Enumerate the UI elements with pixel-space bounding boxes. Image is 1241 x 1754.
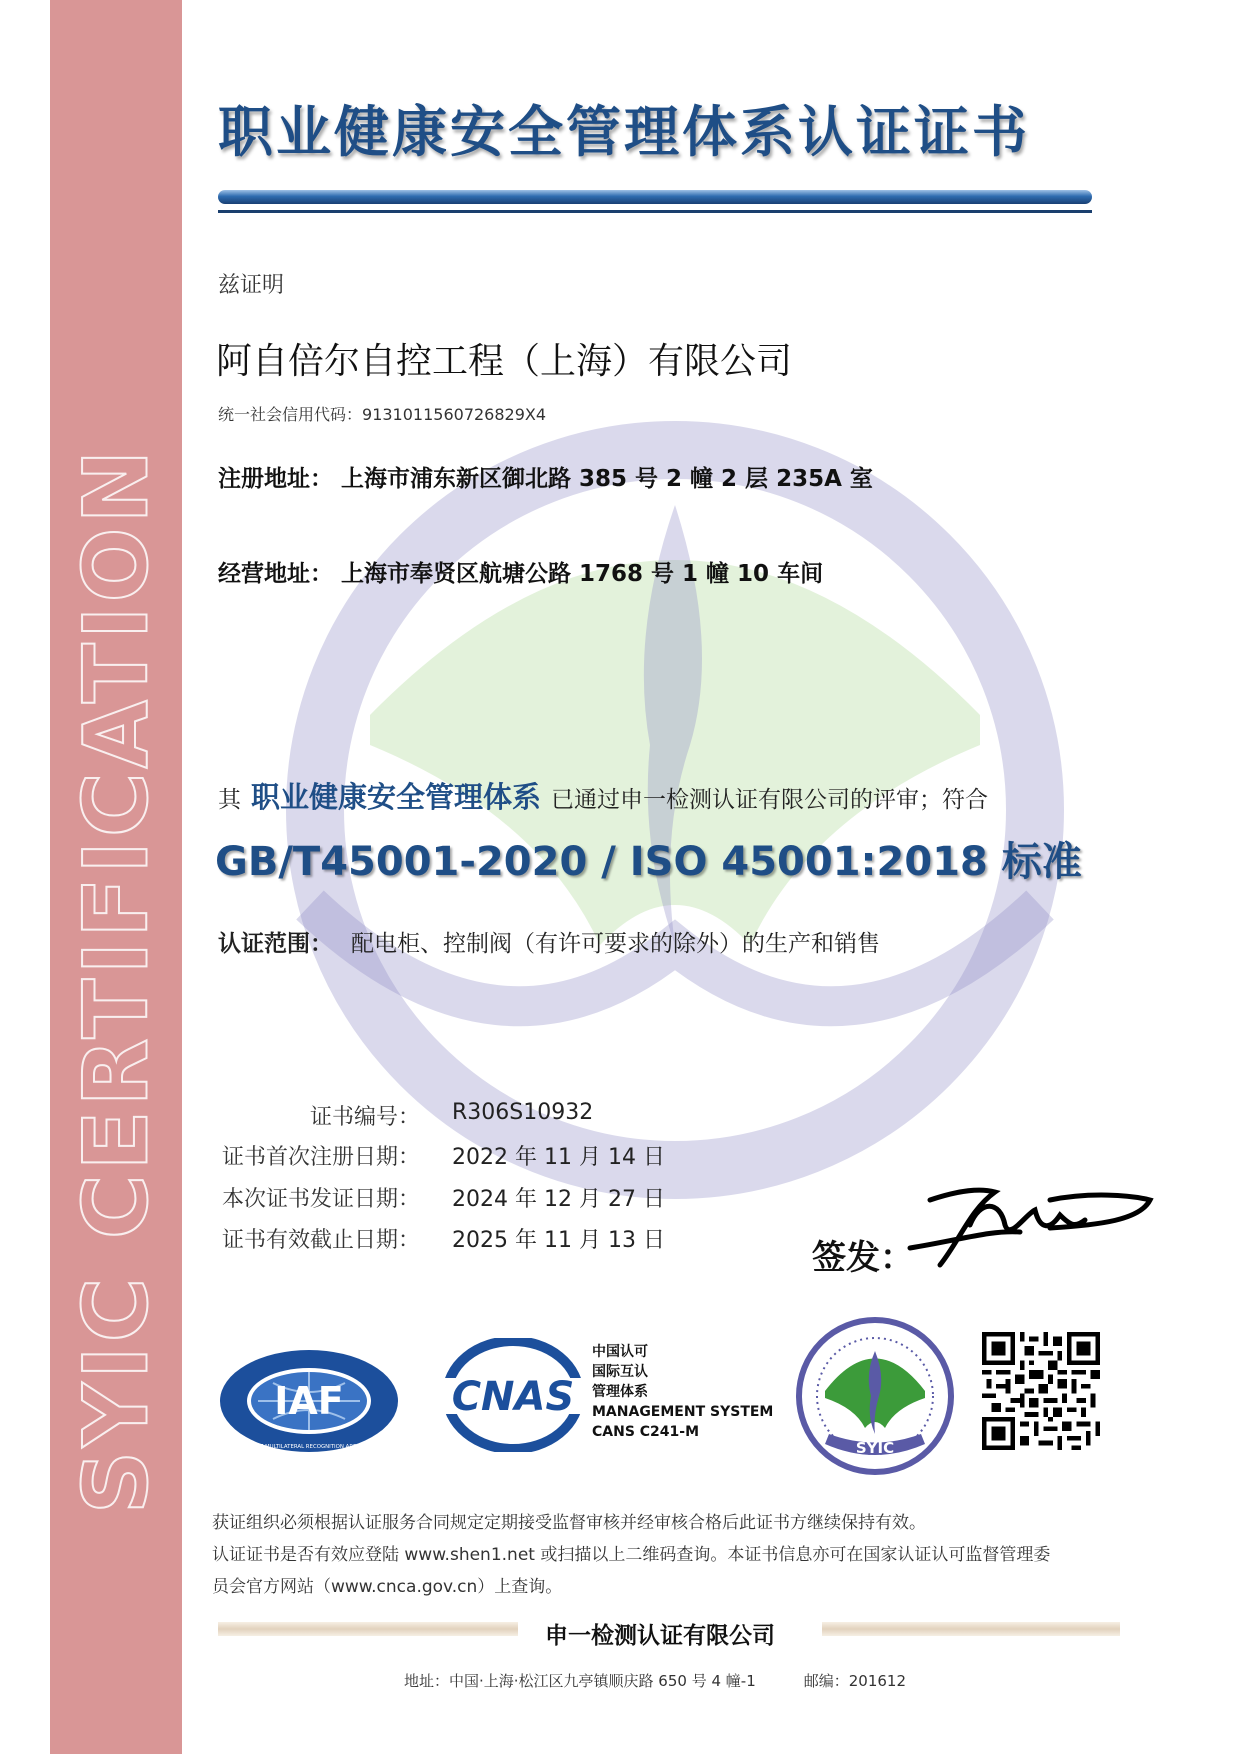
title-rule [218, 190, 1092, 204]
title-rule-thin [218, 210, 1092, 213]
scope-label: 认证范围： [218, 931, 333, 957]
operating-address-label: 经营地址： [218, 561, 333, 587]
cnas-line-4: MANAGEMENT SYSTEM [592, 1404, 774, 1420]
cert-number-value: R306S10932 [452, 1100, 594, 1125]
iaf-logo [218, 1348, 400, 1454]
cnas-line-3: 管理体系 [592, 1384, 648, 1400]
iaf-ring-text: MEMBER OF MULTILATERAL RECOGNITION ARRANGEMENT [230, 1444, 388, 1450]
cnas-mark: CNAS [451, 1374, 575, 1420]
cnas-accreditation-text [592, 1342, 773, 1442]
validity-note: 获证组织必须根据认证服务合同规定定期接受监督审核并经审核合格后此证书方继续保持有效。 [212, 1513, 926, 1533]
first-registration-label: 证书首次注册日期： [221, 1145, 420, 1170]
operating-address-value: 上海市奉贤区航塘公路 1768 号 1 幢 10 车间 [341, 561, 824, 587]
verification-note: 认证证书是否有效应登陆 www.shen1.net 或扫描以上二维码查询。本证书信息亦可在国家认证认可监督管理委 [212, 1545, 1051, 1565]
registered-address-value: 上海市浦东新区御北路 385 号 2 幢 2 层 235A 室 [341, 466, 873, 492]
footer-address [404, 1670, 906, 1691]
sign-label: 签发： [812, 1238, 914, 1278]
syic-logo-text: SYIC [855, 1439, 895, 1457]
statement-prefix: 其 [218, 787, 241, 813]
issuer-name: 申一检测认证有限公司 [545, 1623, 775, 1649]
statement-system: 职业健康安全管理体系 [251, 780, 542, 814]
issue-date-value: 2024 年 12 月 27 日 [452, 1187, 665, 1212]
qr-code[interactable] [982, 1332, 1100, 1450]
credit-code-label: 统一社会信用代码： [218, 405, 363, 424]
standard-text: GB/T45001-2020 / ISO 45001:2018 标准 [215, 839, 1082, 885]
footer-address-text: 地址：中国·上海·松江区九亭镇顺庆路 650 号 4 幢-1 [404, 1672, 756, 1690]
signature [900, 1170, 1160, 1270]
iaf-center-text: IAF [274, 1379, 344, 1423]
credit-code [218, 402, 546, 425]
cnas-line-1: 中国认可 [592, 1344, 648, 1360]
credit-code-value: 9131011560726829X4 [362, 405, 547, 424]
certification-scope [218, 925, 880, 958]
scope-value: 配电柜、控制阀（有许可要求的除外）的生产和销售 [351, 931, 880, 957]
expiry-date-value: 2025 年 11 月 13 日 [452, 1228, 665, 1253]
hereby-text: 兹证明 [218, 273, 285, 298]
expiry-date-label: 证书有效截止日期： [221, 1228, 420, 1253]
syic-logo [795, 1316, 955, 1476]
compliance-statement [218, 775, 988, 816]
cert-number-label: 证书编号： [309, 1105, 420, 1130]
registered-address [218, 460, 873, 493]
cnas-line-2: 国际互认 [592, 1364, 648, 1380]
registered-address-label: 注册地址： [218, 466, 333, 492]
statement-suffix: 已通过申一检测认证有限公司的评审；符合 [551, 787, 989, 813]
verification-note-cont: 员会官方网站（www.cnca.gov.cn）上查询。 [212, 1577, 563, 1597]
footer-rule-left [218, 1622, 518, 1636]
company-name: 阿自倍尔自控工程（上海）有限公司 [216, 341, 793, 382]
cnas-line-5: CANS C241-M [592, 1424, 700, 1440]
cnas-logo [442, 1338, 584, 1452]
footer-postcode: 邮编：201612 [803, 1672, 907, 1690]
issue-date-label: 本次证书发证日期： [221, 1187, 420, 1212]
footer-rule-right [822, 1622, 1120, 1636]
certificate-title: 职业健康安全管理体系认证证书 [218, 100, 1031, 164]
first-registration-value: 2022 年 11 月 14 日 [452, 1145, 665, 1170]
operating-address [218, 555, 823, 588]
